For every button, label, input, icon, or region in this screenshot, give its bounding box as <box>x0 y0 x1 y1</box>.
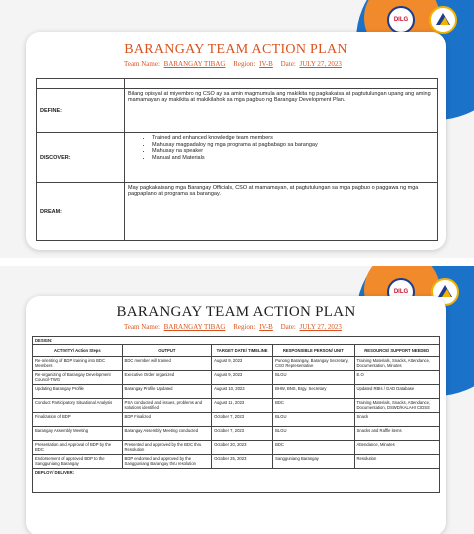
table-row <box>33 371 440 385</box>
list-item: • Trained and enhanced knowledge team members <box>152 135 434 142</box>
output-cell: Executive Order organized <box>122 371 212 385</box>
target-date-cell: October 25, 2023 <box>212 455 273 469</box>
team-name-label: Team Name: <box>124 60 160 68</box>
table-row <box>37 89 438 133</box>
table-row <box>33 427 440 441</box>
table-row <box>33 441 440 455</box>
list-item: • Mahusay na speaker <box>152 148 434 155</box>
region-label: Region: <box>233 323 256 331</box>
table-row <box>33 413 440 427</box>
table-row <box>37 133 438 183</box>
slide-define-discover-dream <box>0 0 474 258</box>
deploy-section-row <box>33 469 440 493</box>
column-header: OUTPUT <box>122 345 212 357</box>
activity-cell: Endorsement of approved BDP to the Sangguniang Barangay <box>33 455 123 469</box>
dilg-logo-text: DILG <box>393 289 409 295</box>
column-header: TARGET DATE/ TIMELINE <box>212 345 273 357</box>
slide-design-plan <box>0 266 474 534</box>
action-plan-card <box>26 32 446 250</box>
plan-meta <box>26 60 446 68</box>
team-name-value: BARANGAY TIBAG <box>163 323 226 331</box>
design-section-label: DESIGN: <box>33 337 440 345</box>
responsible-cell: BLGU <box>273 413 354 427</box>
responsible-cell: BDC <box>273 441 354 455</box>
dilg-logo <box>387 6 415 34</box>
column-header: ACTIVITY/ Action Steps <box>33 345 123 357</box>
dream-content: May pagkakaisang mga Barangay Officials, CSO at mamamayan, at pagtutulungan sa mga pagbuo o paggawa ng mga pagpaplano at programa sa barangay. <box>125 183 438 241</box>
table-row <box>37 79 438 89</box>
output-cell: Barangay Assembly Meeting conducted <box>122 427 212 441</box>
page-title: BARANGAY TEAM ACTION PLAN <box>116 304 356 320</box>
date-value: JULY 27, 2023 <box>299 323 342 331</box>
target-date-cell: August 11, 2023 <box>212 399 273 413</box>
table-row <box>33 357 440 371</box>
column-header: RESPONSIBLE PERSON/ UNIT <box>273 345 354 357</box>
activity-cell: Finalization of BDP <box>33 413 123 427</box>
define-discover-dream-table <box>36 78 438 241</box>
plan-meta <box>26 323 446 331</box>
resource-cell: Updated RBIs / GAD Database <box>354 385 440 399</box>
responsible-cell: BLGU <box>273 427 354 441</box>
date-label: Date: <box>280 323 296 331</box>
dilg-logo-text: DILG <box>393 17 409 23</box>
date-value: JULY 27, 2023 <box>299 60 342 68</box>
target-date-cell: August 9, 2023 <box>212 371 273 385</box>
activity-cell: Conduct Participatory Situational Analysis <box>33 399 123 413</box>
target-date-cell: August 9, 2023 <box>212 357 273 371</box>
dream-label: DREAM: <box>37 183 125 241</box>
activity-cell: Presentation and Approval of BDP by the BDC <box>33 441 123 455</box>
discover-list <box>152 135 434 161</box>
row-label <box>37 79 125 89</box>
target-date-cell: August 10, 2023 <box>212 385 273 399</box>
responsible-cell: BLGU <box>273 371 354 385</box>
resource-cell: Training Materials, Snacks, Attendance, Documentation, DSWD/KALAHI CIDSS <box>354 399 440 413</box>
region-value: IV-B <box>259 60 273 68</box>
date-label: Date: <box>280 60 296 68</box>
output-cell: PSA conducted and issues, problems and solutions identified <box>122 399 212 413</box>
discover-content <box>125 133 438 183</box>
table-row <box>33 399 440 413</box>
table-header-row <box>33 345 440 357</box>
responsible-cell: BDC <box>273 399 354 413</box>
target-date-cell: October 7, 2023 <box>212 413 273 427</box>
define-content: Bilang opisyal at miyembro ng CSO ay sa amin magmumula ang makikita ng pagkakaisa at pagtutulungan upang ang aming mamamayan ay makikita at makikilahok sa mga pagbuo ng Barangay Development Plan. <box>125 89 438 133</box>
resource-cell: Snack <box>354 413 440 427</box>
responsible-cell: Punong Barangay, Barangay Secretary, CSO Representative <box>273 357 354 371</box>
activity-cell: Updating Barangay Profile <box>33 385 123 399</box>
region-value: IV-B <box>259 323 273 331</box>
resource-cell: Attendance, Minutes <box>354 441 440 455</box>
table-row <box>37 183 438 241</box>
column-header: RESOURCE/ SUPPORT NEEDED <box>354 345 440 357</box>
page-title: BARANGAY TEAM ACTION PLAN <box>124 42 348 57</box>
resource-cell: Snacks and Raffle items <box>354 427 440 441</box>
deploy-section-label: DEPLOY/ DELIVER: <box>33 469 440 493</box>
team-name-value: BARANGAY TIBAG <box>163 60 226 68</box>
output-cell: Presented and approved by the BDC thru Resolution <box>122 441 212 455</box>
activity-cell: Barangay Assembly Meeting <box>33 427 123 441</box>
output-cell: BDP Finalized <box>122 413 212 427</box>
design-table <box>32 336 440 493</box>
resource-cell: E.O <box>354 371 440 385</box>
activity-cell: Re-orienting of BDP training into BDC Members <box>33 357 123 371</box>
output-cell: Barangay Profile Updated <box>122 385 212 399</box>
region-label: Region: <box>233 60 256 68</box>
action-plan-card <box>26 296 446 534</box>
target-date-cell: October 20, 2023 <box>212 441 273 455</box>
output-cell: BDP endorsed and approved by the Sangguniang Barangay thru resolution <box>122 455 212 469</box>
list-item: • Mahusay magpadaloy ng mga programa at pagbabago sa barangay <box>152 142 434 149</box>
resource-cell: Resolution <box>354 455 440 469</box>
target-date-cell: October 7, 2023 <box>212 427 273 441</box>
define-label: DEFINE: <box>37 89 125 133</box>
responsible-cell: Sangguniang Barangay <box>273 455 354 469</box>
discover-label: DISCOVER: <box>37 133 125 183</box>
output-cell: BDC member will trained <box>122 357 212 371</box>
activity-cell: Re-organizing of Barangay Development Council-TWG <box>33 371 123 385</box>
team-name-label: Team Name: <box>124 323 160 331</box>
list-item: • Manual and Materials <box>152 155 434 162</box>
good-governance-logo <box>429 6 457 34</box>
design-section-row <box>33 337 440 345</box>
responsible-cell: BHW, BNS, Brgy. Secretary <box>273 385 354 399</box>
resource-cell: Training Materials, Snacks, Attendance, Documentation, Minutes <box>354 357 440 371</box>
table-row <box>33 385 440 399</box>
row-content <box>125 79 438 89</box>
table-row <box>33 455 440 469</box>
